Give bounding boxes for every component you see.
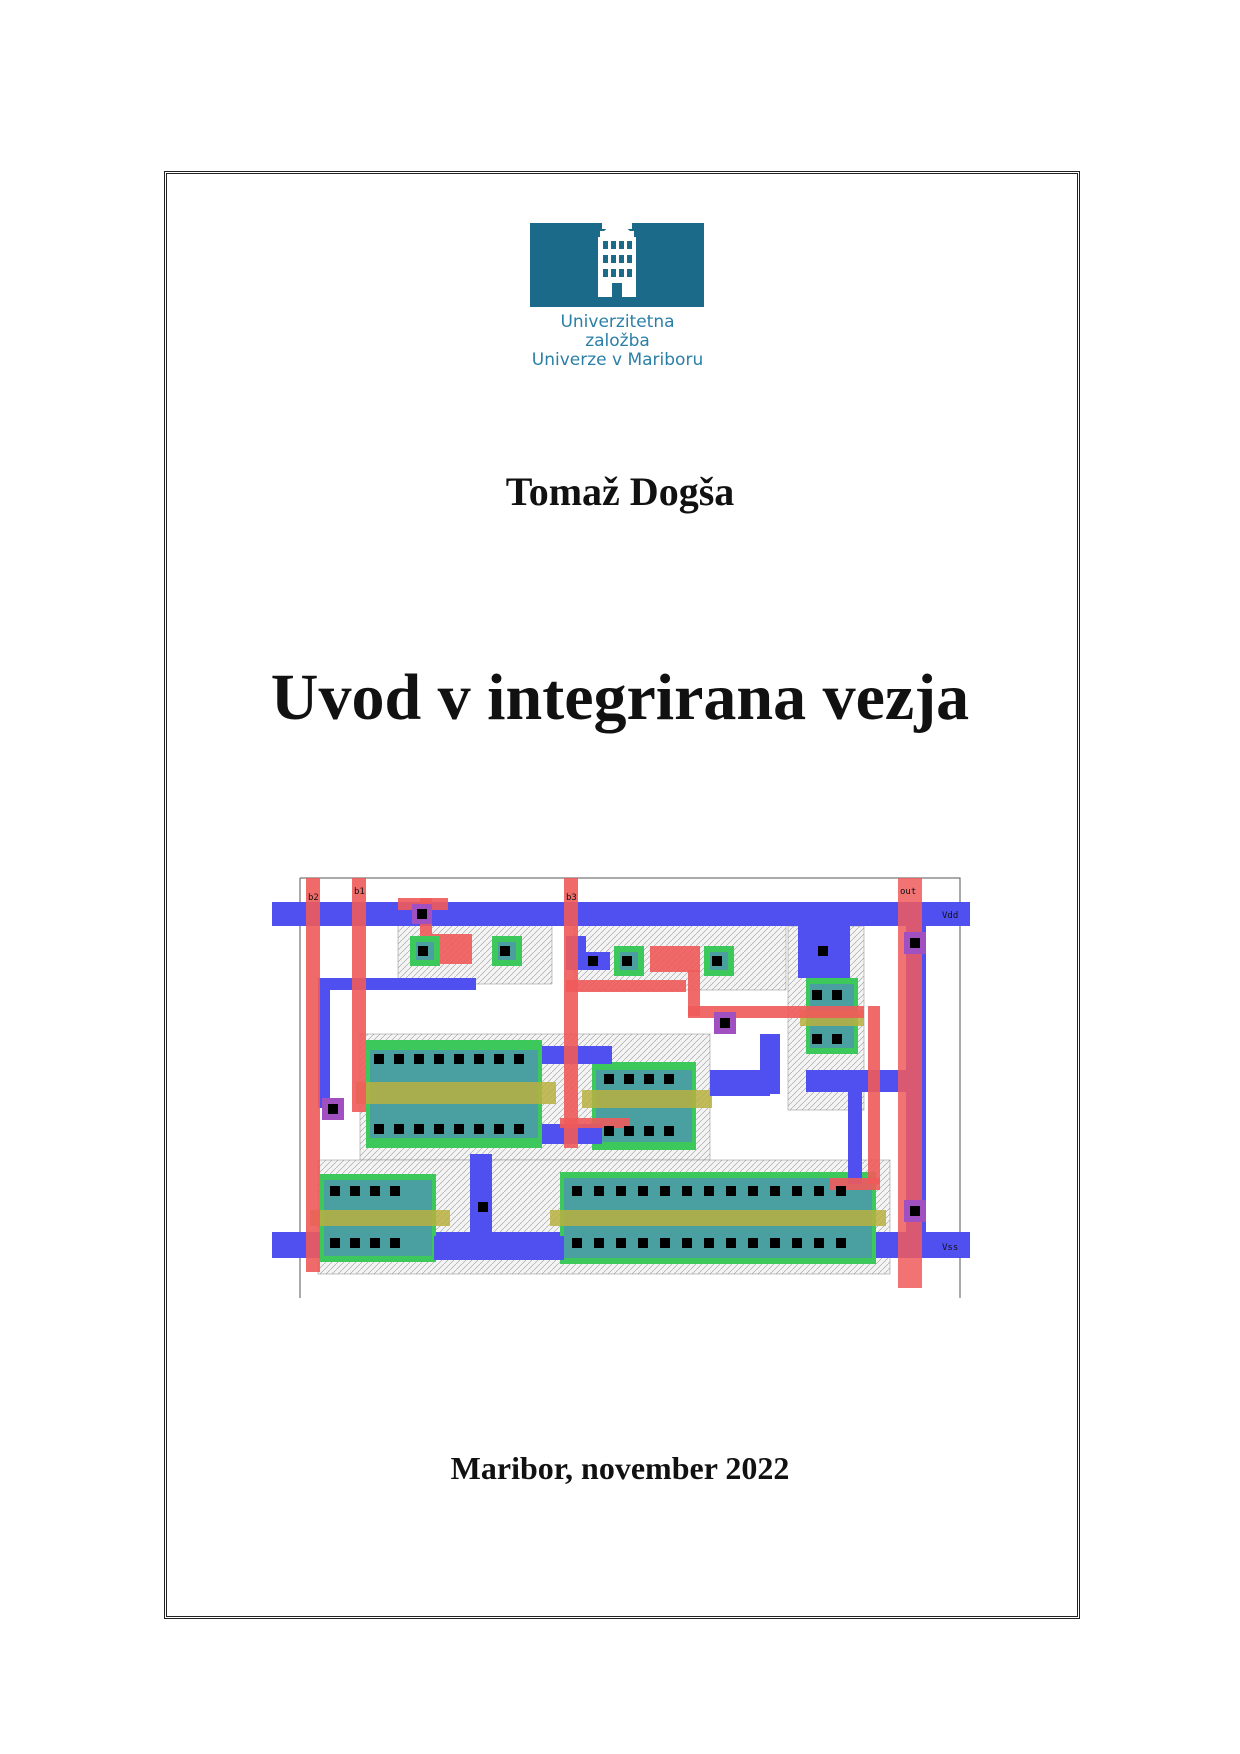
label-b3: b3	[566, 893, 577, 903]
place-and-date: Maribor, november 2022	[450, 1450, 790, 1486]
publisher-name	[530, 313, 705, 370]
book-title: Uvod v integrirana vezja	[270, 661, 970, 734]
label-vss: Vss	[942, 1243, 959, 1253]
ic-layout-illustration	[270, 874, 970, 1298]
label-out: out	[900, 887, 917, 897]
publisher-line-2: Univerze v Mariboru	[531, 350, 704, 370]
label-b1: b1	[354, 887, 365, 897]
label-b2: b2	[308, 893, 319, 903]
university-building-icon	[530, 223, 704, 307]
label-vdd: Vdd	[942, 911, 959, 921]
author-name: Tomaž Dogša	[505, 469, 735, 514]
publisher-line-1: Univerzitetna založba	[560, 312, 675, 351]
publisher-logo	[530, 223, 705, 370]
